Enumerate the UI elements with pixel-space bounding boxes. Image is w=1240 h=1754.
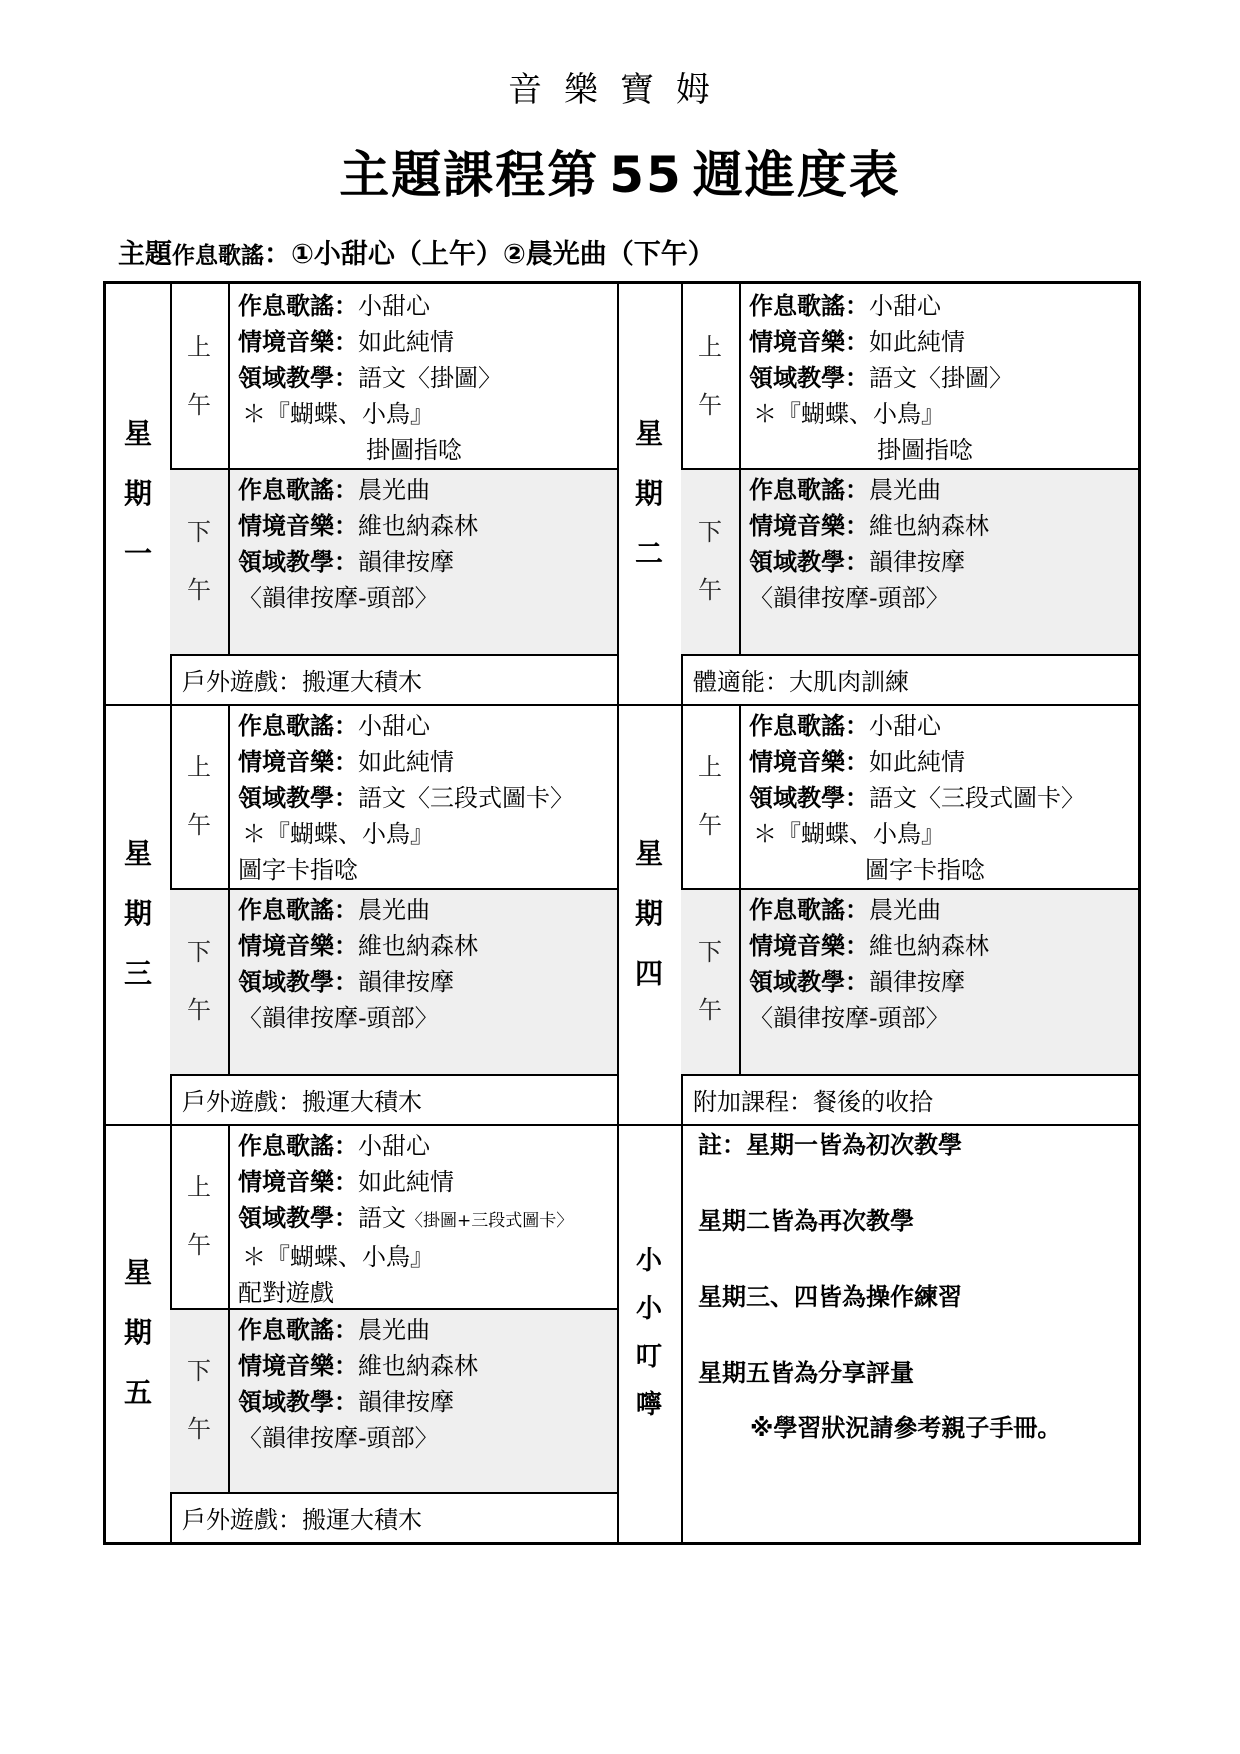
- mon-pm-content: 作息歌謠：晨光曲 情境音樂：維也納森林 領域教學：韻律按摩 〈韻律按摩-頭部〉: [238, 472, 613, 616]
- schedule-table: [103, 281, 1141, 1545]
- tue-pm-song: 晨光曲: [869, 476, 941, 504]
- wed-pm-content: 作息歌謠：晨光曲 情境音樂：維也納森林 領域教學：韻律按摩 〈韻律按摩-頭部〉: [238, 892, 613, 1036]
- thu-pm-content: 作息歌謠：晨光曲 情境音樂：維也納森林 領域教學：韻律按摩 〈韻律按摩-頭部〉: [749, 892, 1134, 1036]
- thu-am-content: 作息歌謠：小甜心 情境音樂：如此純情 領域教學：語文〈三段式圖卡〉 ＊『蝴蝶、小鳥』 圖字卡指唸: [749, 708, 1134, 888]
- fri-pm-music: 維也納森林: [358, 1352, 478, 1380]
- thu-pm-topic: 〈韻律按摩-頭部〉: [749, 1004, 950, 1032]
- mon-am-song: 小甜心: [358, 292, 430, 320]
- day-label-friday: 星 期 五: [123, 1256, 152, 1409]
- mon-pm-music: 維也納森林: [358, 512, 478, 540]
- fri-am-content: 作息歌謠：小甜心 情境音樂：如此純情 領域教學：語文〈掛圖+三段式圖卡〉 ＊『蝴蝶、小鳥』 配對遊戲: [238, 1128, 613, 1311]
- fri-am-song: 小甜心: [358, 1132, 430, 1160]
- mon-footer: 戶外遊戲：搬運大積木: [182, 667, 422, 696]
- day-label-thursday: 星 期 四: [634, 837, 663, 990]
- wed-am-topic: ＊『蝴蝶、小鳥』: [242, 820, 434, 848]
- pm-label: 下 午: [698, 938, 722, 1024]
- am-label: 上 午: [187, 1173, 211, 1259]
- fri-am-domain-detail: 〈掛圖+三段式圖卡〉: [406, 1211, 574, 1231]
- pm-label: 下 午: [187, 1357, 211, 1443]
- fri-pm-domain: 韻律按摩: [358, 1388, 454, 1416]
- pm-label: 下 午: [187, 938, 211, 1024]
- theme-songs: ：①小甜心（上午）②晨光曲（下午）: [264, 239, 715, 270]
- thu-am-song: 小甜心: [869, 712, 941, 740]
- cell-border: [228, 888, 230, 1074]
- cell-border: [681, 1124, 683, 1542]
- tue-footer: 體適能：大肌肉訓練: [693, 667, 909, 696]
- wed-am-song: 小甜心: [358, 712, 430, 740]
- am-label: 上 午: [187, 753, 211, 839]
- mon-am-topic: ＊『蝴蝶、小鳥』: [242, 400, 434, 428]
- fri-pm-topic: 〈韻律按摩-頭部〉: [238, 1424, 439, 1452]
- thu-pm-domain: 韻律按摩: [869, 968, 965, 996]
- thu-am-music: 如此純情: [869, 748, 965, 776]
- tue-am-domain: 語文〈掛圖〉: [869, 364, 1013, 392]
- thu-am-topic: ＊『蝴蝶、小鳥』: [753, 820, 945, 848]
- title-prefix: 主題課程第: [339, 146, 600, 204]
- mon-pm-topic: 〈韻律按摩-頭部〉: [238, 584, 439, 612]
- fri-am-topic: ＊『蝴蝶、小鳥』: [242, 1243, 434, 1271]
- tue-pm-music: 維也納森林: [869, 512, 989, 540]
- day-label-wednesday: 星 期 三: [123, 837, 152, 990]
- tue-am-activity: 掛圖指唸: [877, 436, 973, 464]
- mon-pm-song: 晨光曲: [358, 476, 430, 504]
- theme-small-label: 作息歌謠: [172, 243, 264, 269]
- tue-pm-domain: 韻律按摩: [869, 548, 965, 576]
- reminder-label: 小 小 叮 嚀: [635, 1246, 662, 1420]
- title-suffix: 週進度表: [692, 146, 901, 204]
- day-label-tuesday: 星 期 二: [634, 417, 663, 570]
- theme-line: [118, 232, 715, 271]
- tue-pm-content: 作息歌謠：晨光曲 情境音樂：維也納森林 領域教學：韻律按摩 〈韻律按摩-頭部〉: [749, 472, 1134, 616]
- fri-pm-content: 作息歌謠：晨光曲 情境音樂：維也納森林 領域教學：韻律按摩 〈韻律按摩-頭部〉: [238, 1312, 613, 1456]
- wed-am-domain: 語文〈三段式圖卡〉: [358, 784, 574, 812]
- mon-am-activity: 掛圖指唸: [366, 436, 462, 464]
- mon-pm-domain: 韻律按摩: [358, 548, 454, 576]
- fri-pm-song: 晨光曲: [358, 1316, 430, 1344]
- organization-name: 音樂寶姆: [508, 70, 732, 110]
- cell-border: [228, 468, 230, 654]
- note-line: ※學習狀況請參考親子手冊。: [750, 1414, 1062, 1442]
- tue-am-topic: ＊『蝴蝶、小鳥』: [753, 400, 945, 428]
- cell-border: [228, 1308, 230, 1492]
- mon-am-content: 作息歌謠：小甜心 情境音樂：如此純情 領域教學：語文〈掛圖〉 ＊『蝴蝶、小鳥』 掛圖指唸: [238, 288, 613, 468]
- page-title: [0, 135, 1240, 207]
- note-line: 註：星期一皆為初次教學: [698, 1131, 962, 1159]
- wed-pm-music: 維也納森林: [358, 932, 478, 960]
- week-number: 55: [609, 146, 683, 204]
- am-label: 上 午: [698, 333, 722, 419]
- cell-border: [739, 468, 741, 654]
- fri-footer: 戶外遊戲：搬運大積木: [182, 1505, 422, 1534]
- wed-pm-domain: 韻律按摩: [358, 968, 454, 996]
- note-line: 星期三、四皆為操作練習: [698, 1283, 962, 1311]
- mon-am-domain: 語文〈掛圖〉: [358, 364, 502, 392]
- pm-label: 下 午: [187, 518, 211, 604]
- am-label: 上 午: [698, 753, 722, 839]
- wed-pm-song: 晨光曲: [358, 896, 430, 924]
- mon-am-music: 如此純情: [358, 328, 454, 356]
- thu-pm-music: 維也納森林: [869, 932, 989, 960]
- note-line: 星期二皆為再次教學: [698, 1207, 914, 1235]
- fri-am-activity: 配對遊戲: [238, 1279, 334, 1307]
- thu-footer: 附加課程：餐後的收拾: [693, 1087, 933, 1116]
- tue-am-content: 作息歌謠：小甜心 情境音樂：如此純情 領域教學：語文〈掛圖〉 ＊『蝴蝶、小鳥』 掛圖指唸: [749, 288, 1134, 468]
- tue-am-music: 如此純情: [869, 328, 965, 356]
- wed-am-music: 如此純情: [358, 748, 454, 776]
- thu-pm-song: 晨光曲: [869, 896, 941, 924]
- fri-am-music: 如此純情: [358, 1168, 454, 1196]
- am-label: 上 午: [187, 333, 211, 419]
- tue-pm-topic: 〈韻律按摩-頭部〉: [749, 584, 950, 612]
- cell-border: [739, 888, 741, 1074]
- wed-pm-topic: 〈韻律按摩-頭部〉: [238, 1004, 439, 1032]
- thu-am-domain: 語文〈三段式圖卡〉: [869, 784, 1085, 812]
- day-label-monday: 星 期 一: [123, 417, 152, 570]
- tue-am-song: 小甜心: [869, 292, 941, 320]
- thu-am-activity: 圖字卡指唸: [865, 856, 985, 884]
- fri-am-domain: 語文: [358, 1204, 406, 1232]
- wed-footer: 戶外遊戲：搬運大積木: [182, 1087, 422, 1116]
- note-line: 星期五皆為分享評量: [698, 1359, 914, 1387]
- wed-am-activity: 圖字卡指唸: [238, 856, 358, 884]
- theme-label: 主題: [118, 239, 172, 270]
- wed-am-content: 作息歌謠：小甜心 情境音樂：如此純情 領域教學：語文〈三段式圖卡〉 ＊『蝴蝶、小鳥』 圖字卡指唸: [238, 708, 613, 888]
- pm-label: 下 午: [698, 518, 722, 604]
